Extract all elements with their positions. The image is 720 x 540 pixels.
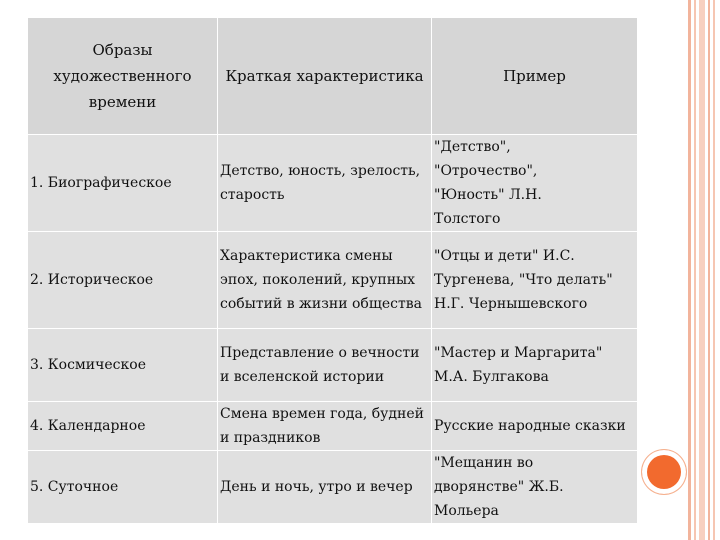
table-row (28, 232, 638, 329)
row-description: Представление о вечности и вселенской истории (218, 329, 432, 402)
time-images-table (27, 17, 638, 524)
row-example: "Детство", "Отрочество", "Юность" Л.Н. Толстого (432, 135, 638, 232)
row-description: День и ночь, утро и вечер (218, 451, 432, 524)
row-description: Смена времен года, будней и праздников (218, 402, 432, 451)
row-type: 5. Суточное (28, 451, 218, 524)
table-row (28, 402, 638, 451)
row-type: 1. Биографическое (28, 135, 218, 232)
decorative-circle (642, 450, 686, 494)
row-type: 3. Космическое (28, 329, 218, 402)
table-row (28, 329, 638, 402)
header-images: Образы художественного времени (28, 18, 218, 135)
decorative-stripe (694, 0, 696, 540)
header-example: Пример (432, 18, 638, 135)
row-example: Русские народные сказки (432, 402, 638, 451)
row-example: "Мастер и Маргарита" М.А. Булгакова (432, 329, 638, 402)
row-description: Детство, юность, зрелость, старость (218, 135, 432, 232)
row-example: "Отцы и дети" И.С. Тургенева, "Что делать" Н.Г. Чернышевского (432, 232, 638, 329)
table-row (28, 451, 638, 524)
row-description: Характеристика смены эпох, поколений, крупных событий в жизни общества (218, 232, 432, 329)
row-type: 4. Календарное (28, 402, 218, 451)
header-characteristic: Краткая характеристика (218, 18, 432, 135)
row-example: "Мещанин во дворянстве" Ж.Б. Мольера (432, 451, 638, 524)
decorative-stripe (713, 0, 715, 540)
table-header-row (28, 18, 638, 135)
decorative-stripe (699, 0, 705, 540)
decorative-stripe (688, 0, 691, 540)
decorative-stripe (708, 0, 710, 540)
row-type: 2. Историческое (28, 232, 218, 329)
table-row (28, 135, 638, 232)
